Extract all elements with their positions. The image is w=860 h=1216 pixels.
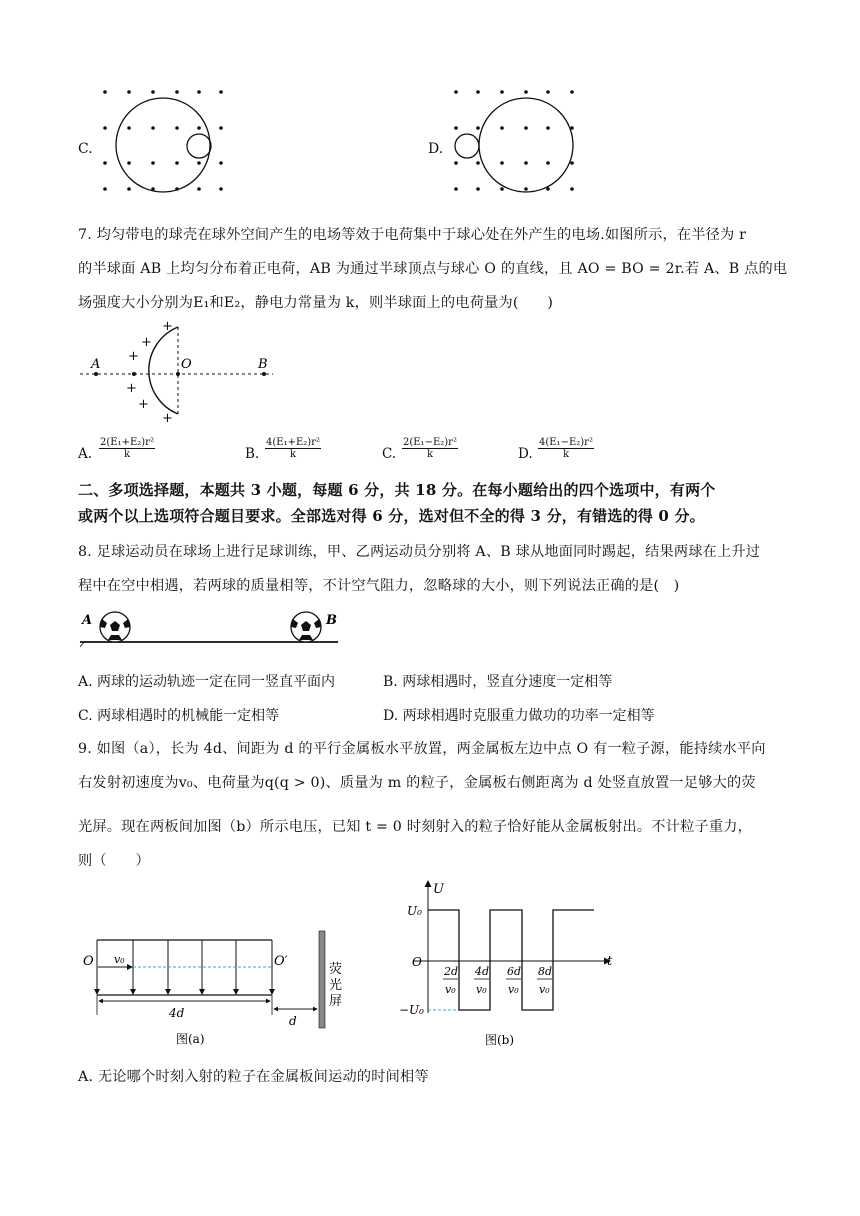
q8-option-c: C. 两球相遇时的机械能一定相等 [78, 708, 280, 724]
svg-text:4d: 4d [475, 965, 490, 978]
figure-a-caption: 图(a) [176, 1032, 205, 1046]
section2-heading-line1: 二、多项选择题，本题共 3 小题，每题 6 分，共 18 分。在每小题给出的四个选项中，有两个 [78, 481, 716, 499]
q9-text-line3: 光屏。现在两板间加图（b）所示电压，已知 t = 0 时刻射入的粒子恰好能从金属板射出。不计粒子重力， [78, 819, 753, 835]
small-circle [455, 134, 479, 158]
svg-text:屏: 屏 [329, 994, 343, 1009]
svg-text:6d: 6d [507, 965, 522, 978]
svg-text:+: + [162, 319, 173, 334]
point-o-label: O [181, 357, 192, 372]
u0-label: U₀ [407, 904, 422, 918]
field-dots [454, 90, 574, 191]
svg-text:光: 光 [329, 978, 343, 993]
svg-text:2d: 2d [444, 965, 459, 978]
figure-b-caption: 图(b) [485, 1033, 515, 1047]
section2-heading-line2: 或两个以上选项符合题目要求。全部选对得 6 分，选对但不全的得 3 分，有错选的得 0 分。 [78, 507, 705, 525]
svg-text:荧: 荧 [329, 962, 343, 977]
large-circle [116, 98, 210, 192]
q7-option-d-label: D. [518, 446, 533, 462]
q9-text-line1: 9. 如图（a），长为 4d、间距为 d 的平行金属板水平放置，两金属板左边中点 O 有一粒子源，能持续水平向 [78, 741, 766, 757]
svg-text:v₀: v₀ [445, 983, 456, 996]
q7-option-c-label: C. [382, 446, 397, 462]
option-c-label: C. [78, 141, 93, 157]
q8-option-a: A. 两球的运动轨迹一定在同一竖直平面内 [78, 674, 336, 690]
large-circle [479, 98, 573, 192]
q7-text-line2: 的半球面 AB 上均匀分布着正电荷，AB 为通过半球顶点与球心 O 的直线，且 AO = BO = 2r.若 A、B 点的电 [78, 261, 788, 277]
ball-b-label: B [326, 613, 337, 628]
q7-text-line3: 场强度大小分别为E₁和E₂，静电力常量为 k，则半球面上的电荷量为( ) [78, 295, 554, 311]
length-4d-label: 4d [169, 1006, 185, 1020]
field-dots [103, 90, 223, 191]
q9-text-line4: 则（ ） [78, 853, 150, 869]
svg-text:+: + [141, 335, 152, 350]
svg-text:+: + [128, 349, 139, 364]
q8-football-figure [80, 608, 342, 648]
v0-label: v₀ [114, 953, 125, 966]
svg-text:v₀: v₀ [539, 983, 550, 996]
q7-option-c-fraction: $\frac{\text{2(E₁−E₂)r²}}{k}$ [403, 437, 457, 460]
origin-label: O [412, 955, 422, 969]
option-c-figure [95, 85, 235, 195]
fluorescent-screen [319, 931, 325, 1028]
q7-option-b-label: B. [245, 446, 260, 462]
q7-option-d-fraction: $\frac{\text{4(E₁−E₂)r²}}{k}$ [539, 437, 593, 460]
q7-text-line1: 7. 均匀带电的球壳在球外空间产生的电场等效于电荷集中于球心处在外产生的电场.如图所示，在半径为 r [78, 227, 747, 243]
q9-figure-a [78, 925, 358, 1055]
svg-text:8d: 8d [538, 965, 553, 978]
option-d-figure [450, 85, 590, 195]
neg-u0-label: −U₀ [399, 1003, 424, 1017]
point-o-label: O [83, 954, 94, 969]
q8-text-line2: 程中在空中相遇，若两球的质量相等，不计空气阻力，忽略球的大小，则下列说法正确的是( ) [78, 578, 680, 594]
ball-a [100, 612, 130, 642]
q7-option-a-label: A. [78, 446, 93, 462]
svg-text:+: + [162, 411, 173, 426]
ball-b [291, 612, 321, 642]
q7-option-b-fraction: $\frac{\text{4(E₁+E₂)r²}}{k}$ [266, 437, 320, 460]
point-a-label: A [91, 357, 101, 372]
point-o-prime-label: O′ [274, 954, 288, 969]
gap-d-label: d [289, 1014, 297, 1028]
axis-t-label: t [607, 954, 613, 969]
svg-text:v₀: v₀ [476, 983, 487, 996]
ball-a-label: A [82, 613, 93, 628]
svg-text:+: + [138, 397, 149, 412]
svg-text:v₀: v₀ [508, 983, 519, 996]
option-d-label: D. [428, 141, 444, 157]
point-b-label: B [258, 357, 268, 372]
small-circle [187, 134, 211, 158]
axis-u-label: U [433, 882, 444, 897]
q9-text-line2: 右发射初速度为v₀、电荷量为q(q > 0)、质量为 m 的粒子，金属板右侧距离为 d 处竖直放置一足够大的荧 [78, 775, 756, 791]
q9-figure-b [395, 873, 620, 1048]
q7-hemisphere-figure [78, 318, 278, 426]
q8-option-b: B. 两球相遇时，竖直分速度一定相等 [383, 674, 613, 690]
svg-text:+: + [126, 381, 137, 396]
q9-option-a: A. 无论哪个时刻入射的粒子在金属板间运动的时间相等 [78, 1069, 429, 1085]
q8-option-d: D. 两球相遇时克服重力做功的功率一定相等 [383, 708, 655, 724]
q8-text-line1: 8. 足球运动员在球场上进行足球训练，甲、乙两运动员分别将 A、B 球从地面同时踢起，结果两球在上升过 [78, 544, 761, 560]
q7-option-a-fraction: $\frac{\text{2(E₁+E₂)r²}}{k}$ [100, 437, 154, 460]
